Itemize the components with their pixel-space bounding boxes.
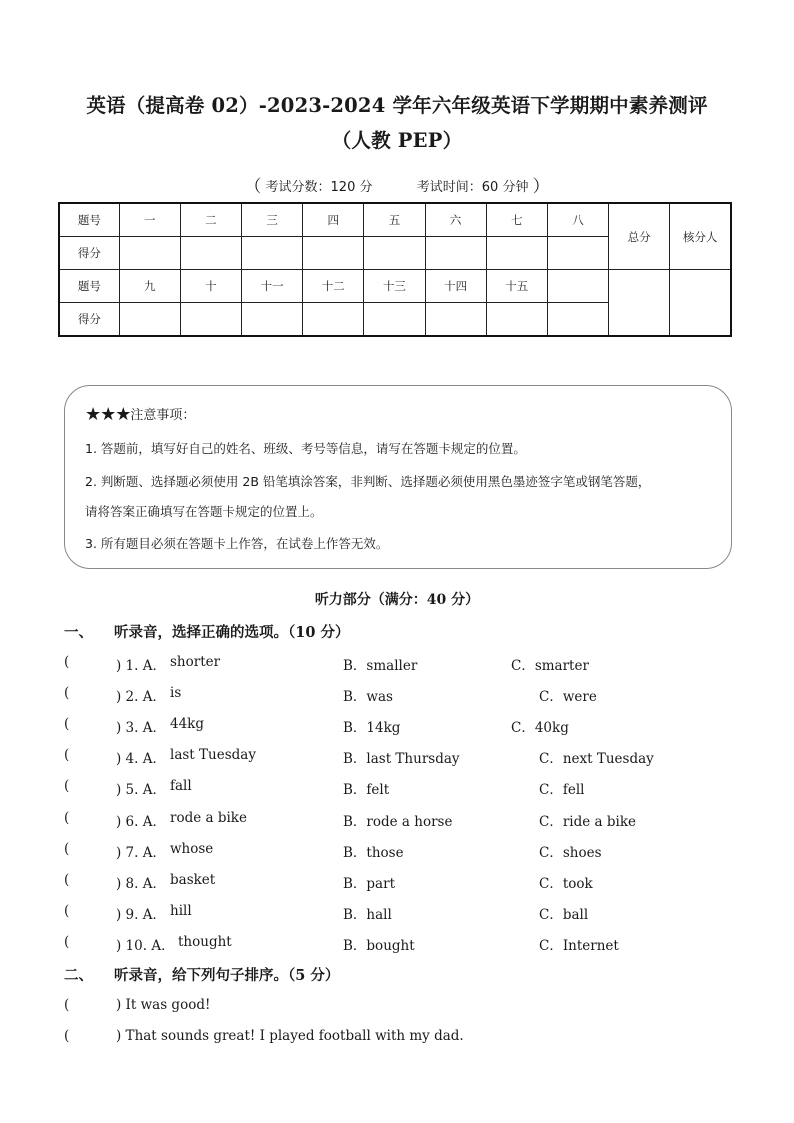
star-icons: ★★★ xyxy=(85,404,131,425)
sentence-text: ) It was good! xyxy=(116,997,211,1013)
question-number: ) 6. A． xyxy=(116,814,166,830)
question-number: ) 1. A． xyxy=(116,658,166,674)
option-b: B．last Thursday xyxy=(343,751,460,767)
listening-section-title: 听力部分（满分：40 分） xyxy=(314,592,480,608)
notice-heading: ★★★注意事项： xyxy=(85,404,196,425)
score-cell[interactable] xyxy=(180,303,241,337)
part1-title: 听录音，选择正确的选项。（10 分） xyxy=(114,624,350,641)
section-header: 四 xyxy=(303,203,364,237)
option-b: B．14kg xyxy=(343,720,401,736)
answer-bracket[interactable]: ( xyxy=(64,654,70,670)
exam-time-text: 考试时间：60 分钟 xyxy=(416,180,529,195)
option-b: B．smaller xyxy=(343,658,418,674)
question-row xyxy=(0,903,794,927)
answer-bracket[interactable]: ( xyxy=(64,778,70,794)
option-c: C．Internet xyxy=(539,938,619,954)
question-number: ) 10. A． xyxy=(116,938,175,954)
option-b: B．felt xyxy=(343,782,390,798)
exam-score-text: 考试分数：120 分 xyxy=(265,180,373,195)
section-header: 一 xyxy=(119,203,180,237)
option-a: basket xyxy=(170,872,216,888)
answer-bracket[interactable]: ( xyxy=(64,747,70,763)
answer-bracket[interactable]: ( xyxy=(64,685,70,701)
option-c: C．smarter xyxy=(511,658,589,674)
exam-info-open-paren: （ xyxy=(244,177,262,197)
option-b: B．hall xyxy=(343,907,392,923)
part2-title: 听录音，给下列句子排序。（5 分） xyxy=(114,967,340,984)
score-cell[interactable] xyxy=(486,303,547,337)
section-header: 八 xyxy=(547,203,608,237)
notice-item: 请将答案正确填写在答题卡规定的位置上。 xyxy=(85,504,323,519)
question-number: ) 7. A． xyxy=(116,845,166,861)
question-number: ) 9. A． xyxy=(116,907,166,923)
total-score-cell[interactable] xyxy=(609,270,670,337)
section-header: 六 xyxy=(425,203,486,237)
option-c: C．ball xyxy=(539,907,589,923)
score-cell[interactable] xyxy=(242,303,303,337)
option-c: C．were xyxy=(539,689,597,705)
option-b: B．part xyxy=(343,876,395,892)
score-cell[interactable] xyxy=(486,237,547,270)
question-number-label: 题号 xyxy=(59,203,119,237)
question-number: ) 2. A． xyxy=(116,689,166,705)
score-cell[interactable] xyxy=(547,303,608,337)
total-score-label: 总分 xyxy=(609,203,670,270)
option-a: thought xyxy=(178,934,232,950)
document-subtitle-edition: （人教 PEP） xyxy=(331,129,463,152)
option-b: B．rode a horse xyxy=(343,814,453,830)
question-number: ) 5. A． xyxy=(116,782,166,798)
question-row xyxy=(0,810,794,834)
question-row xyxy=(0,747,794,771)
sentence-text: ) That sounds great! I played football with my dad. xyxy=(116,1028,464,1044)
section-header: 七 xyxy=(486,203,547,237)
answer-bracket[interactable]: ( xyxy=(64,903,70,919)
section-header: 十五 xyxy=(486,270,547,303)
question-number-label: 题号 xyxy=(59,270,119,303)
part1-number: 一、 xyxy=(64,624,93,641)
option-a: 44kg xyxy=(170,716,205,732)
score-table xyxy=(58,202,732,337)
section-header: 三 xyxy=(242,203,303,237)
section-header: 十二 xyxy=(303,270,364,303)
score-cell[interactable] xyxy=(119,303,180,337)
score-cell[interactable] xyxy=(180,237,241,270)
exam-info xyxy=(0,172,794,197)
score-cell[interactable] xyxy=(425,237,486,270)
sentence-row xyxy=(0,1028,794,1052)
option-a: shorter xyxy=(170,654,221,670)
score-cell[interactable] xyxy=(364,237,425,270)
section-header: 十四 xyxy=(425,270,486,303)
sentence-row xyxy=(0,997,794,1021)
score-cell[interactable] xyxy=(242,237,303,270)
option-c: C．ride a bike xyxy=(539,814,636,830)
section-header: 十三 xyxy=(364,270,425,303)
part2-number: 二、 xyxy=(64,967,93,984)
score-cell[interactable] xyxy=(364,303,425,337)
question-row xyxy=(0,685,794,709)
option-b: B．bought xyxy=(343,938,415,954)
question-row xyxy=(0,841,794,865)
notice-item: 2. 判断题、选择题必须使用 2B 铅笔填涂答案，非判断、选择题必须使用黑色墨迹签字笔或钢笔答题， xyxy=(85,474,651,489)
option-b: B．those xyxy=(343,845,404,861)
option-b: B．was xyxy=(343,689,393,705)
question-row xyxy=(0,872,794,896)
section-header: 十一 xyxy=(242,270,303,303)
section-header: 二 xyxy=(180,203,241,237)
score-cell[interactable] xyxy=(547,237,608,270)
notice-item: 3. 所有题目必须在答题卡上作答，在试卷上作答无效。 xyxy=(85,536,389,551)
option-a: last Tuesday xyxy=(170,747,256,763)
section-header xyxy=(547,270,608,303)
question-row xyxy=(0,778,794,802)
option-c: C．fell xyxy=(539,782,585,798)
notice-box xyxy=(64,385,732,569)
score-label: 得分 xyxy=(59,303,119,337)
section-header: 五 xyxy=(364,203,425,237)
score-cell[interactable] xyxy=(119,237,180,270)
question-number: ) 4. A． xyxy=(116,751,166,767)
answer-bracket[interactable]: ( xyxy=(64,997,70,1013)
question-number: ) 3. A． xyxy=(116,720,166,736)
notice-item: 1. 答题前，填写好自己的姓名、班级、考号等信息，请写在答题卡规定的位置。 xyxy=(85,441,526,456)
checker-cell[interactable] xyxy=(670,270,731,337)
question-row xyxy=(0,716,794,740)
score-cell[interactable] xyxy=(303,237,364,270)
section-header: 十 xyxy=(180,270,241,303)
document-title: 英语（提高卷 02）-2023-2024 学年六年级英语下学期期中素养测评 xyxy=(86,94,708,117)
option-c: C．shoes xyxy=(539,845,602,861)
option-c: C．next Tuesday xyxy=(539,751,654,767)
question-number: ) 8. A． xyxy=(116,876,166,892)
answer-bracket[interactable]: ( xyxy=(64,841,70,857)
option-a: hill xyxy=(170,903,192,919)
section-header: 九 xyxy=(119,270,180,303)
answer-bracket[interactable]: ( xyxy=(64,1028,70,1044)
option-a: is xyxy=(170,685,182,701)
part2-heading xyxy=(64,964,339,985)
option-c: C．took xyxy=(539,876,593,892)
option-a: whose xyxy=(170,841,214,857)
score-cell[interactable] xyxy=(425,303,486,337)
answer-bracket[interactable]: ( xyxy=(64,716,70,732)
answer-bracket[interactable]: ( xyxy=(64,810,70,826)
exam-info-close-paren: ） xyxy=(532,177,550,197)
option-a: fall xyxy=(170,778,192,794)
question-row xyxy=(0,934,794,958)
answer-bracket[interactable]: ( xyxy=(64,872,70,888)
checker-label: 核分人 xyxy=(670,203,731,270)
option-a: rode a bike xyxy=(170,810,247,826)
option-c: C．40kg xyxy=(511,720,569,736)
answer-bracket[interactable]: ( xyxy=(64,934,70,950)
part1-heading xyxy=(64,621,349,642)
score-label: 得分 xyxy=(59,237,119,270)
score-cell[interactable] xyxy=(303,303,364,337)
question-row xyxy=(0,654,794,678)
